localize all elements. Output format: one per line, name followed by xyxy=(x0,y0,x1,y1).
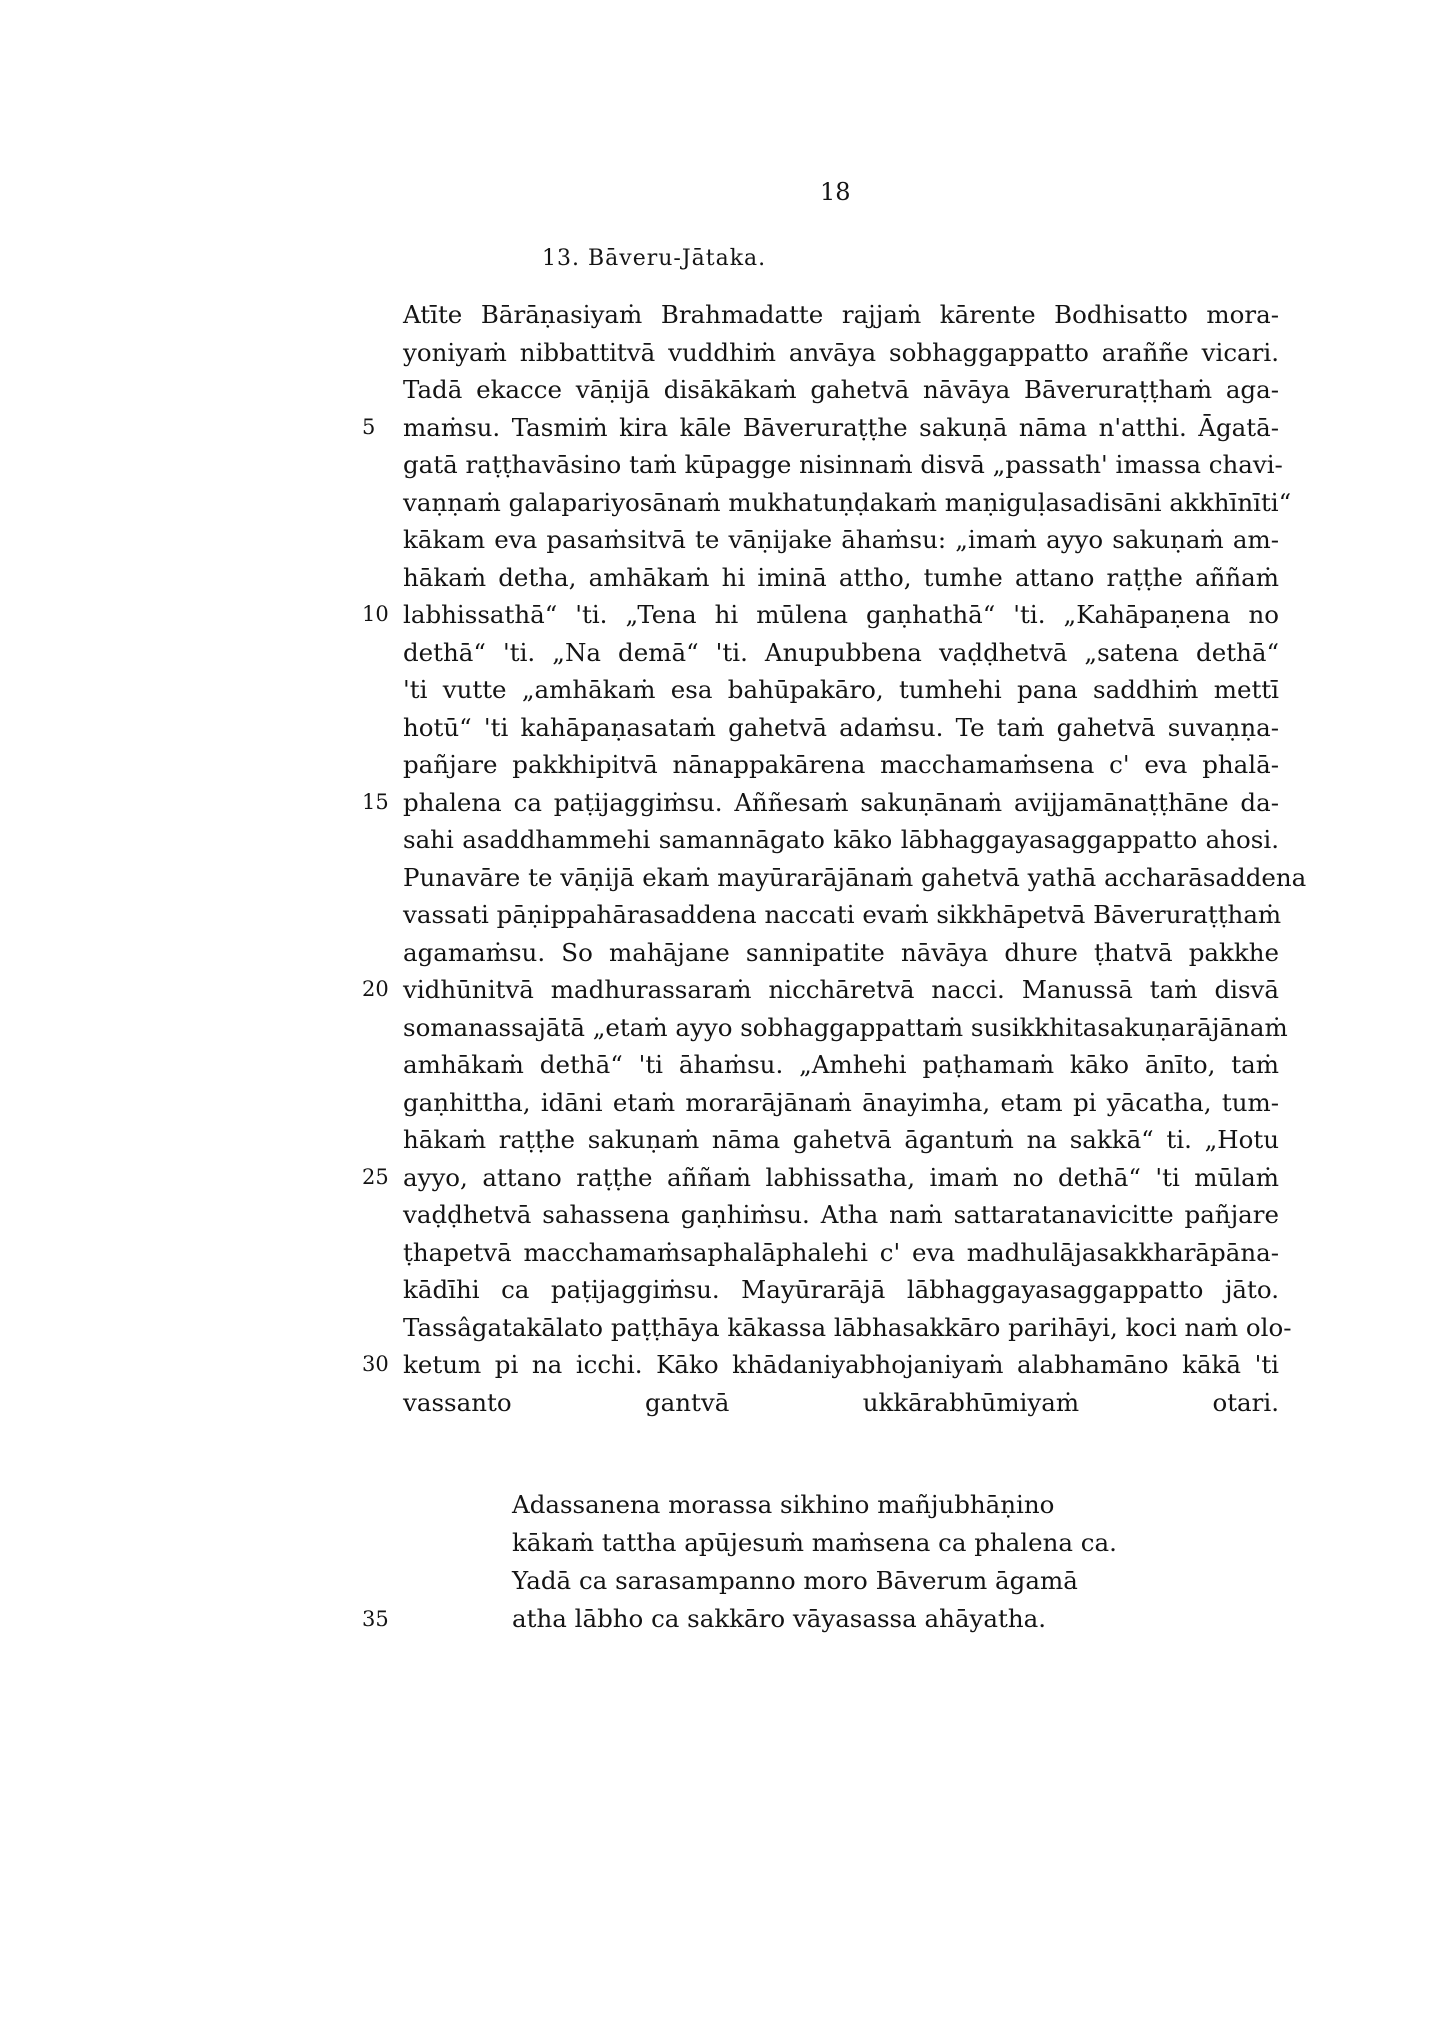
text-line xyxy=(0,859,1440,897)
text-line xyxy=(0,1159,1440,1197)
verse-line xyxy=(0,1562,1440,1600)
text-line xyxy=(0,596,1440,634)
line-text: vassati pāṇippahārasaddena naccati evaṁ sikkhāpetvā Bāveruraṭṭhaṁ xyxy=(403,900,1282,929)
text-line xyxy=(0,1121,1440,1159)
line-number: 25 xyxy=(362,1164,389,1189)
line-text: kādīhi ca paṭijaggiṁsu. Mayūrarājā lābhaggayasaggappatto jāto. xyxy=(403,1275,1279,1304)
line-text: yoniyaṁ nibbattitvā vuddhiṁ anvāya sobhaggappatto araññe vicari. xyxy=(403,337,1279,367)
text-line xyxy=(0,896,1440,934)
line-text: kākam eva pasaṁsitvā te vāṇijake āhaṁsu: „imaṁ ayyo sakuṇaṁ am- xyxy=(403,525,1279,554)
verse-line xyxy=(0,1486,1440,1524)
line-text: somanassajātā „etaṁ ayyo sobhaggappattaṁ susikkhitasakuṇarājānaṁ xyxy=(403,1012,1288,1042)
text-line xyxy=(0,634,1440,672)
line-text: amhākaṁ dethā“ 'ti āhaṁsu. „Amhehi paṭhamaṁ kāko ānīto, taṁ xyxy=(403,1050,1279,1079)
line-text: hākaṁ detha, amhākaṁ hi iminā attho, tumhe attano raṭṭhe aññaṁ xyxy=(403,562,1279,592)
verse-block xyxy=(0,1486,1440,1638)
line-text: pañjare pakkhipitvā nānappakārena macchamaṁsena c' eva phalā- xyxy=(403,750,1279,779)
line-text: maṁsu. Tasmiṁ kira kāle Bāveruraṭṭhe sakuṇā nāma n'atthi. Āgatā- xyxy=(403,412,1279,442)
line-text: vaḍḍhetvā sahassena gaṇhiṁsu. Atha naṁ sattaratanavicitte pañjare xyxy=(403,1200,1279,1229)
text-line xyxy=(0,296,1440,334)
verse-text: kākaṁ tattha apūjesuṁ maṁsena ca phalena ca. xyxy=(512,1528,1117,1557)
text-line xyxy=(0,1384,1440,1422)
text-line xyxy=(0,371,1440,409)
line-text: hākaṁ raṭṭhe sakuṇaṁ nāma gahetvā āgantuṁ na sakkā“ ti. „Hotu xyxy=(403,1125,1279,1154)
line-text: ṭhapetvā macchamaṁsaphalāphalehi c' eva madhulājasakkharāpāna- xyxy=(403,1237,1279,1267)
chapter-heading: 13. Bāveru-Jātaka. xyxy=(542,246,767,271)
text-line xyxy=(0,484,1440,522)
line-text: ayyo, attano raṭṭhe aññaṁ labhissatha, imaṁ no dethā“ 'ti mūlaṁ xyxy=(403,1162,1279,1192)
line-text: ketum pi na icchi. Kāko khādaniyabhojaniyaṁ alabhamāno kākā 'ti xyxy=(403,1350,1279,1379)
text-line xyxy=(0,1346,1440,1384)
text-line xyxy=(0,1084,1440,1122)
line-text: vassanto gantvā ukkārabhūmiyaṁ otari. xyxy=(403,1387,1279,1417)
line-text: gatā raṭṭhavāsino taṁ kūpagge nisinnaṁ disvā „passath' imassa chavi- xyxy=(403,450,1283,479)
text-line xyxy=(0,1046,1440,1084)
verse-text: Adassanena morassa sikhino mañjubhāṇino xyxy=(512,1490,1055,1519)
line-text: 'ti vutte „amhākaṁ esa bahūpakāro, tumhehi pana saddhiṁ mettī xyxy=(403,675,1279,704)
line-number: 35 xyxy=(362,1607,389,1631)
text-line xyxy=(0,746,1440,784)
text-line xyxy=(0,1309,1440,1347)
prose-block xyxy=(0,296,1440,1459)
page-number: 18 xyxy=(820,178,851,206)
line-text: vaṇṇaṁ galapariyosānaṁ mukhatuṇḍakaṁ maṇiguḷasadisāni akkhīnīti“ xyxy=(403,487,1292,517)
text-line xyxy=(0,671,1440,709)
text-line xyxy=(0,521,1440,559)
line-number: 30 xyxy=(362,1352,389,1376)
line-number: 20 xyxy=(362,977,389,1001)
verse-text: atha lābho ca sakkāro vāyasassa ahāyatha. xyxy=(512,1604,1046,1633)
verse-line xyxy=(0,1524,1440,1562)
text-line xyxy=(0,971,1440,1009)
line-text: phalena ca paṭijaggiṁsu. Aññesaṁ sakuṇānaṁ avijjamānaṭṭhāne da- xyxy=(403,787,1279,817)
text-line xyxy=(0,559,1440,597)
text-line xyxy=(0,1271,1440,1309)
text-line xyxy=(0,446,1440,484)
line-text: gaṇhittha, idāni etaṁ morarājānaṁ ānayimha, etam pi yācatha, tum- xyxy=(403,1087,1279,1117)
text-line xyxy=(0,784,1440,822)
line-text: labhissathā“ 'ti. „Tena hi mūlena gaṇhathā“ 'ti. „Kahāpaṇena no xyxy=(403,600,1279,629)
text-line xyxy=(0,1421,1440,1459)
text-line xyxy=(0,934,1440,972)
line-text: sahi asaddhammehi samannāgato kāko lābhaggayasaggappatto ahosi. xyxy=(403,825,1279,854)
text-line xyxy=(0,1196,1440,1234)
line-text: agamaṁsu. So mahājane sannipatite nāvāya dhure ṭhatvā pakkhe xyxy=(403,937,1279,967)
line-number: 15 xyxy=(362,789,389,814)
line-text: dethā“ 'ti. „Na demā“ 'ti. Anupubbena vaḍḍhetvā „satena dethā“ xyxy=(403,637,1279,667)
line-text: Tadā ekacce vāṇijā disākākaṁ gahetvā nāvāya Bāveruraṭṭhaṁ aga- xyxy=(403,375,1279,404)
text-line xyxy=(0,821,1440,859)
text-line xyxy=(0,409,1440,447)
line-text: Atīte Bārāṇasiyaṁ Brahmadatte rajjaṁ kārente Bodhisatto mora- xyxy=(403,300,1279,329)
line-text: vidhūnitvā madhurassaraṁ nicchāretvā nacci. Manussā taṁ disvā xyxy=(403,975,1279,1004)
text-line xyxy=(0,709,1440,747)
text-line xyxy=(0,1234,1440,1272)
line-number: 10 xyxy=(362,602,389,626)
verse-line xyxy=(0,1600,1440,1638)
verse-text: Yadā ca sarasampanno moro Bāverum āgamā xyxy=(512,1566,1078,1595)
line-number: 5 xyxy=(362,414,376,439)
text-line xyxy=(0,1009,1440,1047)
line-text: Tassâgatakālato paṭṭhāya kākassa lābhasakkāro parihāyi, koci naṁ olo- xyxy=(403,1312,1292,1342)
text-line xyxy=(0,334,1440,372)
line-text: hotū“ 'ti kahāpaṇasataṁ gahetvā adaṁsu. Te taṁ gahetvā suvaṇṇa- xyxy=(403,712,1279,742)
line-text: Punavāre te vāṇijā ekaṁ mayūrarājānaṁ gahetvā yathā accharāsaddena xyxy=(403,862,1307,892)
